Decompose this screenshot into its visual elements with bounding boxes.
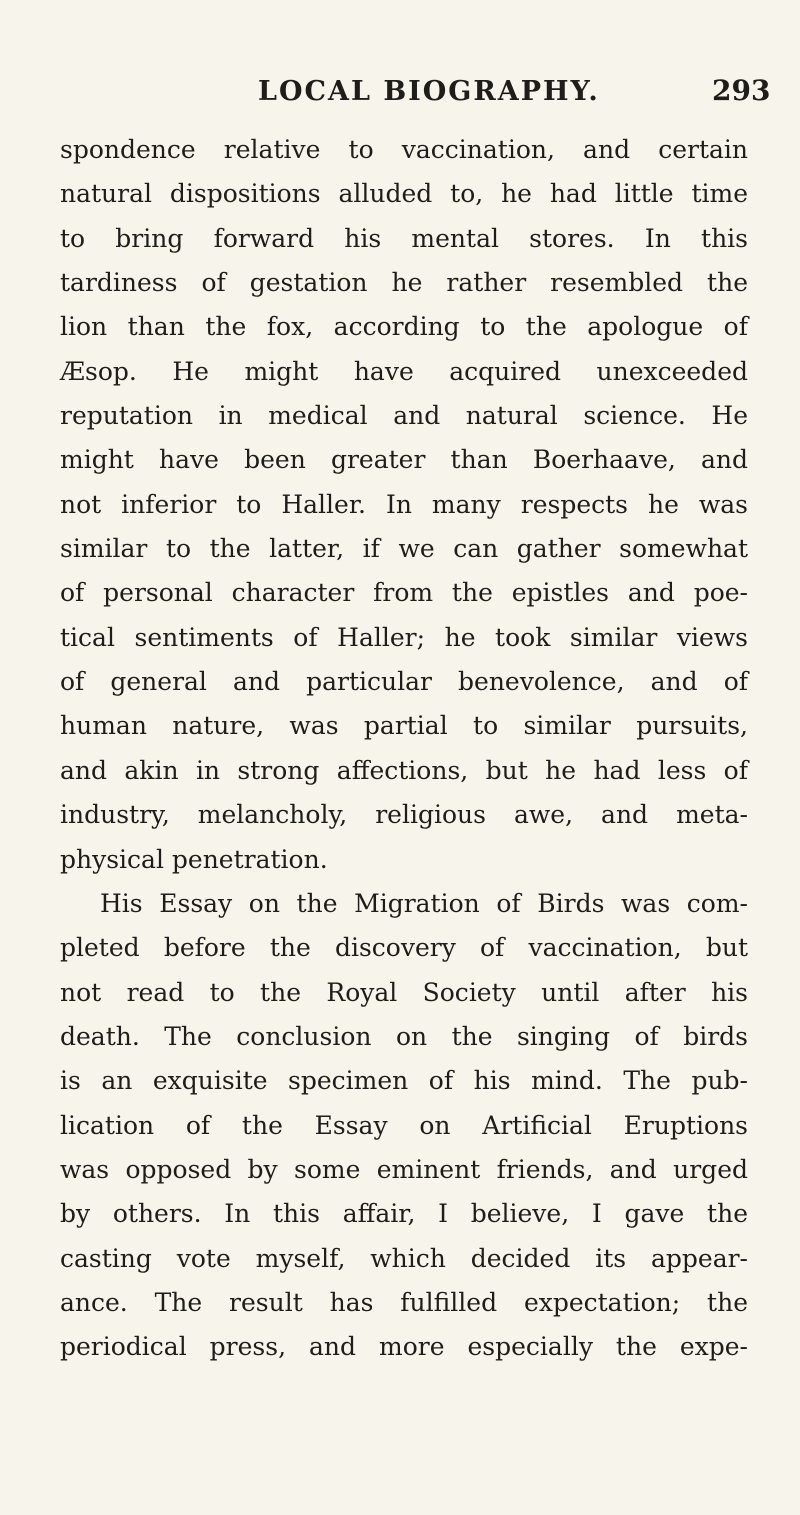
text-line: periodical press, and more especially the expe- xyxy=(60,1332,748,1362)
text-line: is an exquisite specimen of his mind. The pub- xyxy=(60,1066,748,1096)
text-line: not read to the Royal Society until after his xyxy=(60,977,748,1007)
text-line: lication of the Essay on Artificial Eruptions xyxy=(60,1110,748,1140)
text-line: tardiness of gestation he rather resembled the xyxy=(60,268,748,298)
text-line: ance. The result has fulfilled expectation; the xyxy=(60,1287,748,1317)
text-line: natural dispositions alluded to, he had little time xyxy=(60,179,748,209)
text-line: by others. In this affair, I believe, I gave the xyxy=(60,1199,748,1229)
text-line: reputation in medical and natural science. He xyxy=(60,401,748,431)
text-line: industry, melancholy, religious awe, and meta- xyxy=(60,800,748,830)
text-line: pleted before the discovery of vaccination, but xyxy=(60,933,748,963)
text-line: and akin in strong affections, but he had less of xyxy=(60,755,748,785)
text-line: human nature, was partial to similar pursuits, xyxy=(60,711,748,741)
running-title: LOCAL BIOGRAPHY. xyxy=(258,76,600,107)
body-text xyxy=(60,128,748,1370)
text-line: to bring forward his mental stores. In this xyxy=(60,223,748,253)
text-line: not inferior to Haller. In many respects he was xyxy=(60,489,748,519)
text-line: of personal character from the epistles and poe- xyxy=(60,578,748,608)
text-line: spondence relative to vaccination, and certain xyxy=(60,135,748,164)
text-line: casting vote myself, which decided its appear- xyxy=(60,1243,748,1273)
text-line: similar to the latter, if we can gather somewhat xyxy=(60,534,748,564)
paragraph-first-line: His Essay on the Migration of Birds was com- xyxy=(100,888,748,918)
page-number: 293 xyxy=(712,74,771,107)
text-line: lion than the fox, according to the apologue of xyxy=(60,312,748,342)
paragraph-end-line: physical penetration. xyxy=(60,844,328,874)
text-line: death. The conclusion on the singing of birds xyxy=(60,1021,748,1051)
running-head xyxy=(0,76,800,116)
text-line: was opposed by some eminent friends, and urged xyxy=(60,1154,748,1184)
text-line: tical sentiments of Haller; he took similar views xyxy=(60,622,748,652)
text-line: of general and particular benevolence, and of xyxy=(60,667,748,697)
text-line: Æsop. He might have acquired unexceeded xyxy=(60,356,748,386)
text-line: might have been greater than Boerhaave, and xyxy=(60,445,748,475)
